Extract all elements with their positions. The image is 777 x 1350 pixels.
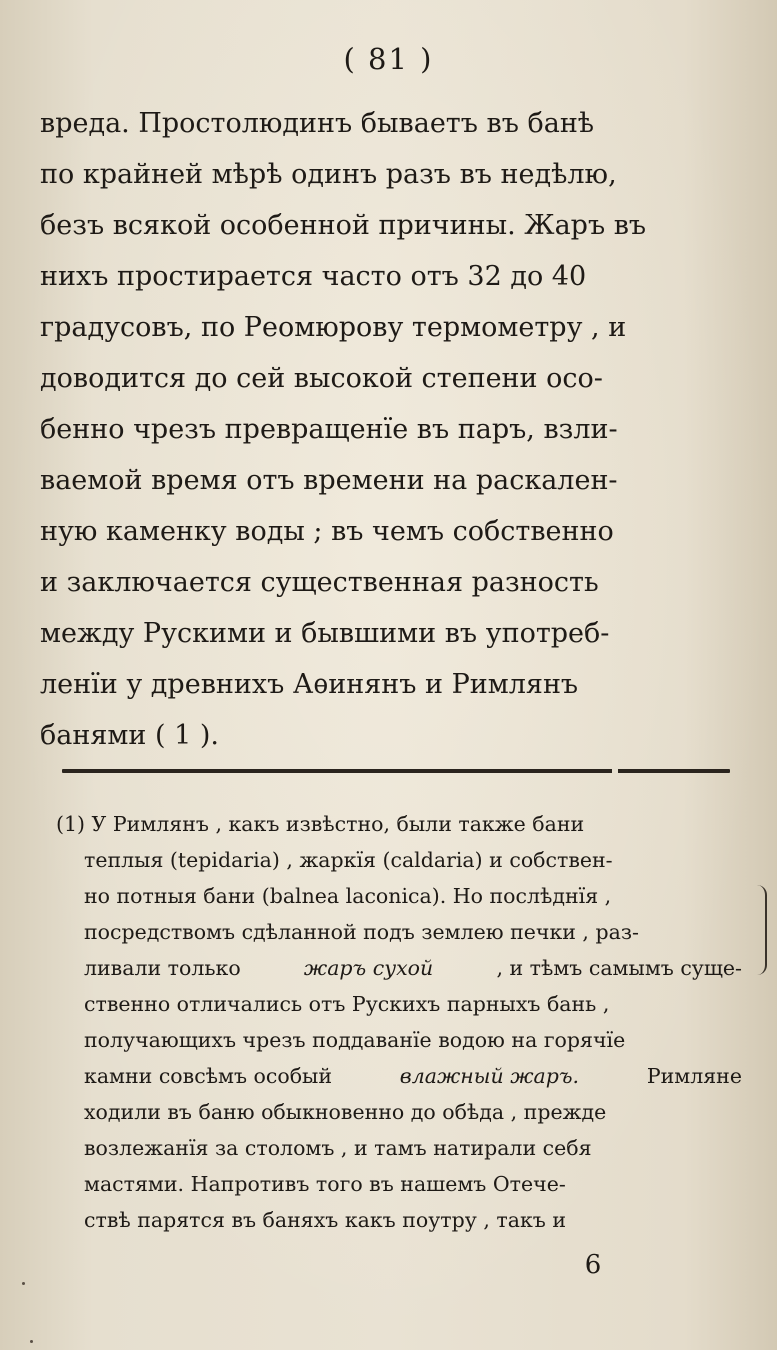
text-line: банями ( 1 ). (40, 720, 219, 751)
text-line: по крайней мѣрѣ одинъ разъ въ недѣлю, (40, 159, 617, 190)
footnote-line: ливали только жаръ сухой , и тѣмъ самымъ суще- (84, 950, 742, 986)
footnote (56, 806, 742, 1238)
text-line: ную каменку воды ; въ чемъ собственно (40, 516, 614, 547)
footnote-line: возлежанїя за столомъ , и тамъ натирали себя (84, 1136, 592, 1160)
text-line: безъ всякой особенной причины. Жаръ въ (40, 210, 647, 241)
footnote-line: ствѣ парятся въ баняхъ какъ поутру , такъ и (84, 1208, 566, 1232)
paper-speck (22, 1282, 25, 1285)
footnote-line: теплыя (tepidaria) , жаркїя (caldaria) и собствен- (84, 848, 613, 872)
footnote-line: ходили въ баню обыкновенно до обѣда , прежде (84, 1100, 607, 1124)
footnote-line: получающихъ чрезъ поддаванїе водою на горячїе (84, 1028, 626, 1052)
text-line: и заключается существенная разность (40, 567, 599, 598)
text-line: ленїи у древнихъ Аѳинянъ и Римлянъ (40, 669, 579, 700)
footnote-line: мастями. Напротивъ того въ нашемъ Отече- (84, 1172, 566, 1196)
footnote-separator-rule (62, 769, 730, 773)
text-line: между Рускими и бывшими въ употреб- (40, 618, 610, 649)
main-text (40, 98, 730, 761)
italic-phrase: влажный жаръ. (399, 1064, 580, 1088)
signature-mark: 6 (584, 1250, 602, 1280)
text-line: ваемой время отъ времени на раскален- (40, 465, 618, 496)
page-number: ( 81 ) (343, 42, 434, 76)
separator-gap (612, 767, 618, 775)
footnote-line: посредствомъ сдѣланной подъ землею печки , раз- (84, 920, 639, 944)
text-line: доводится до сей высокой степени осо- (40, 363, 603, 394)
text-line: бенно чрезъ превращенїе въ паръ, взли- (40, 414, 618, 445)
italic-phrase: жаръ сухой (303, 956, 434, 980)
footnote-line: ственно отличались отъ Рускихъ парныхъ бань , (84, 992, 610, 1016)
text-line: вреда. Простолюдинъ бываетъ въ банѣ (40, 108, 595, 139)
text-line: градусовъ, по Реомюрову термометру , и (40, 312, 627, 343)
margin-bracket-mark (755, 885, 767, 975)
footnote-line: (1) У Римлянъ , какъ извѣстно, были также бани (56, 812, 585, 836)
paper-speck (30, 1340, 33, 1343)
text-line: нихъ простирается часто отъ 32 до 40 (40, 261, 587, 292)
footnote-line: но потныя бани (balnea laconica). Но послѣднїя , (84, 884, 612, 908)
footnote-line: камни совсѣмъ особый влажный жаръ. Римляне (84, 1058, 742, 1094)
